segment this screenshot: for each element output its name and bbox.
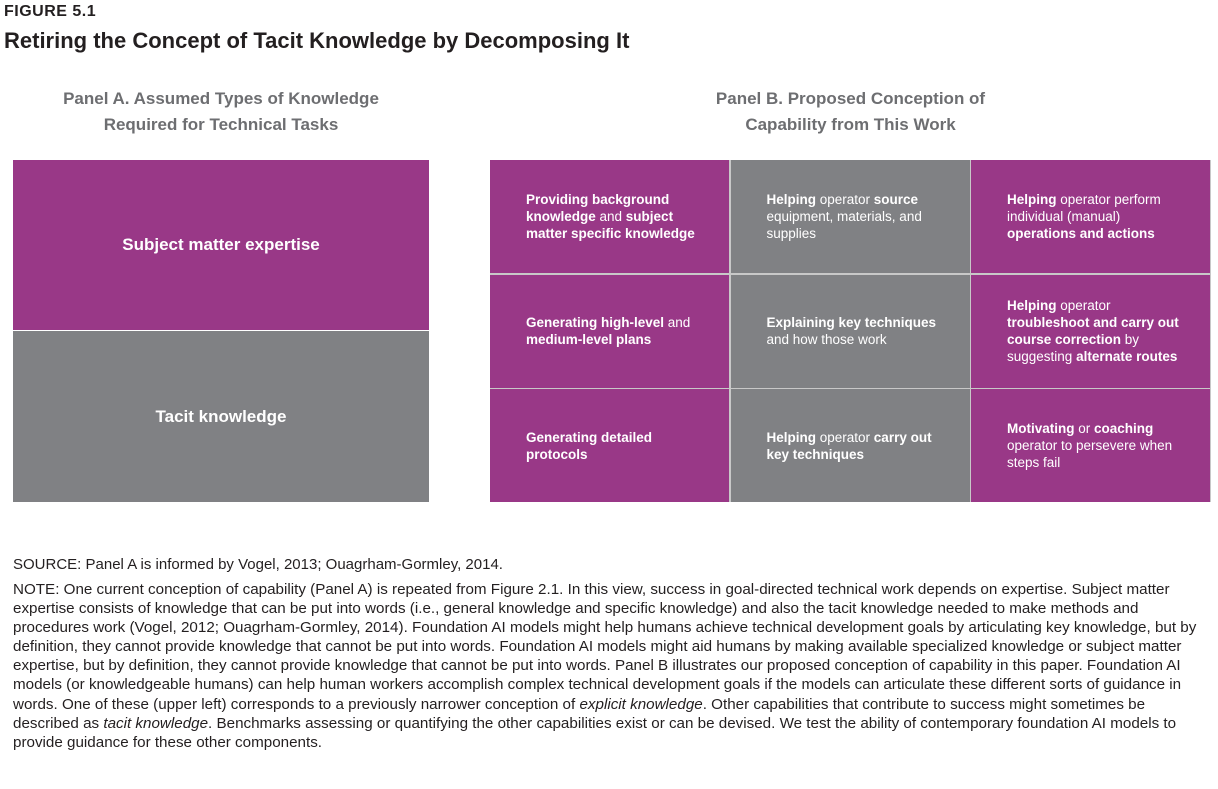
capability-text-bold: Explaining key techniques: [766, 315, 937, 330]
panel-a-heading-line1: Panel A. Assumed Types of Knowledge: [63, 89, 379, 108]
capability-text-regular: operator to persevere when steps fail: [1007, 438, 1173, 470]
note-text-italic: tacit knowledge: [103, 714, 209, 732]
panel-b-heading-line1: Panel B. Proposed Conception of: [715, 89, 986, 108]
capability-text-bold: source: [873, 192, 919, 207]
capability-text-regular: by suggesting: [1007, 332, 1140, 364]
note-text: . Other capabilities that contribute to success might sometimes be described as: [13, 695, 1146, 732]
capability-text-regular: operator: [816, 429, 874, 445]
tacit-knowledge-label: Tacit knowledge: [155, 406, 287, 426]
capability-text: [767, 429, 952, 463]
capability-text-bold: Providing background knowledge: [526, 192, 670, 224]
capability-text: [1007, 420, 1192, 471]
capability-text: [1007, 191, 1192, 242]
capability-text-regular: equipment, materials, and supplies: [766, 209, 922, 241]
capability-cell: [490, 389, 729, 502]
panel-a-diagram: [13, 160, 429, 502]
capability-cell: [731, 275, 970, 388]
capability-text-bold: Helping: [766, 192, 816, 207]
capability-cell: [490, 275, 729, 388]
capability-text-bold: carry out key techniques: [766, 429, 932, 462]
figure-label: FIGURE 5.1: [4, 3, 97, 20]
capability-text-bold: Helping: [1007, 192, 1057, 207]
figure-title: Retiring the Concept of Tacit Knowledge by Decomposing It: [4, 28, 630, 53]
capability-cell: [731, 160, 970, 273]
capability-cell: [971, 160, 1210, 273]
capability-text-bold: Generating high-level: [526, 315, 665, 330]
capability-text-bold: operations and actions: [1007, 226, 1155, 241]
capability-text-bold: Generating detailed protocols: [526, 429, 653, 462]
capability-cell: [971, 275, 1210, 388]
capability-text: [526, 314, 711, 348]
capability-text-regular: operator perform individual (manual): [1007, 192, 1161, 224]
capability-text-bold: troubleshoot and carry out course correction: [1007, 315, 1179, 347]
capability-text-bold: Helping: [766, 429, 816, 445]
note-text-italic: explicit knowledge: [579, 695, 703, 713]
capability-text-bold: Motivating: [1007, 421, 1075, 436]
capability-text: [767, 314, 952, 348]
capability-text: [526, 191, 711, 242]
capability-text-regular: and: [595, 209, 626, 224]
capability-text-bold: subject matter specific knowledge: [526, 209, 695, 241]
panel-b-heading-line2: Capability from This Work: [745, 115, 956, 134]
capability-text-bold: alternate routes: [1076, 349, 1178, 364]
subject-matter-expertise-block: [13, 160, 429, 330]
capability-text-regular: and: [664, 315, 691, 330]
capability-text-regular: operator: [1056, 298, 1111, 313]
panel-b-heading: [490, 86, 1211, 138]
capability-text: [1007, 297, 1192, 365]
tacit-knowledge-block: [13, 331, 429, 502]
panel-a-heading-line2: Required for Technical Tasks: [103, 115, 339, 134]
note-text: NOTE: One current conception of capability (Panel A) is repeated from Figure 2.1. In this view, success in goal-directed technical work depends on expertise. Subject matter expertise consists of knowledge that can be put into words (i.e., general knowledge and specific knowledge) and also the tacit knowledge needed to make methods and procedures work (Vogel, 2012; Ouagrham-Gormley, 2014). Foundation AI models might help humans achieve technical development goals by articulating key knowledge, but by definition, they cannot provide knowledge that cannot be put into words. Foundation AI models might aid humans by making available specialized knowledge or subject matter expertise, but by definition, they cannot provide knowledge that cannot be put into words. Panel B illustrates our proposed conception of capability in this paper. Foundation AI models (or knowledgeable humans) can help human workers accomplish complex technical development goals if the models can articulate these different sorts of guidance in words. One of these (upper left) corresponds to a previously narrower conception of: [13, 581, 1197, 713]
panel-a-heading: [13, 86, 429, 138]
capability-text-bold: coaching: [1094, 421, 1154, 436]
capability-text-regular: and how those work: [766, 332, 887, 347]
note-text: . Benchmarks assessing or quantifying the other capabilities exist or can be devised. We test the ability of contemporary foundation AI models to provide guidance for these other components.: [13, 714, 1177, 751]
capability-cell: [731, 389, 970, 502]
capability-cell: [490, 160, 729, 273]
capability-text: [767, 191, 952, 242]
capability-text-regular: operator: [816, 192, 874, 207]
capability-text-regular: or: [1074, 421, 1095, 436]
note-paragraph: [13, 580, 1215, 752]
subject-matter-expertise-label: Subject matter expertise: [122, 235, 320, 254]
capability-text: [526, 429, 711, 463]
panel-b-grid: [490, 160, 1211, 502]
capability-text-bold: medium-level plans: [526, 332, 652, 347]
source-note: SOURCE: Panel A is informed by Vogel, 2013; Ouagrham-Gormley, 2014.: [13, 556, 503, 573]
capability-cell: [971, 389, 1210, 502]
capability-text-bold: Helping: [1007, 298, 1057, 313]
